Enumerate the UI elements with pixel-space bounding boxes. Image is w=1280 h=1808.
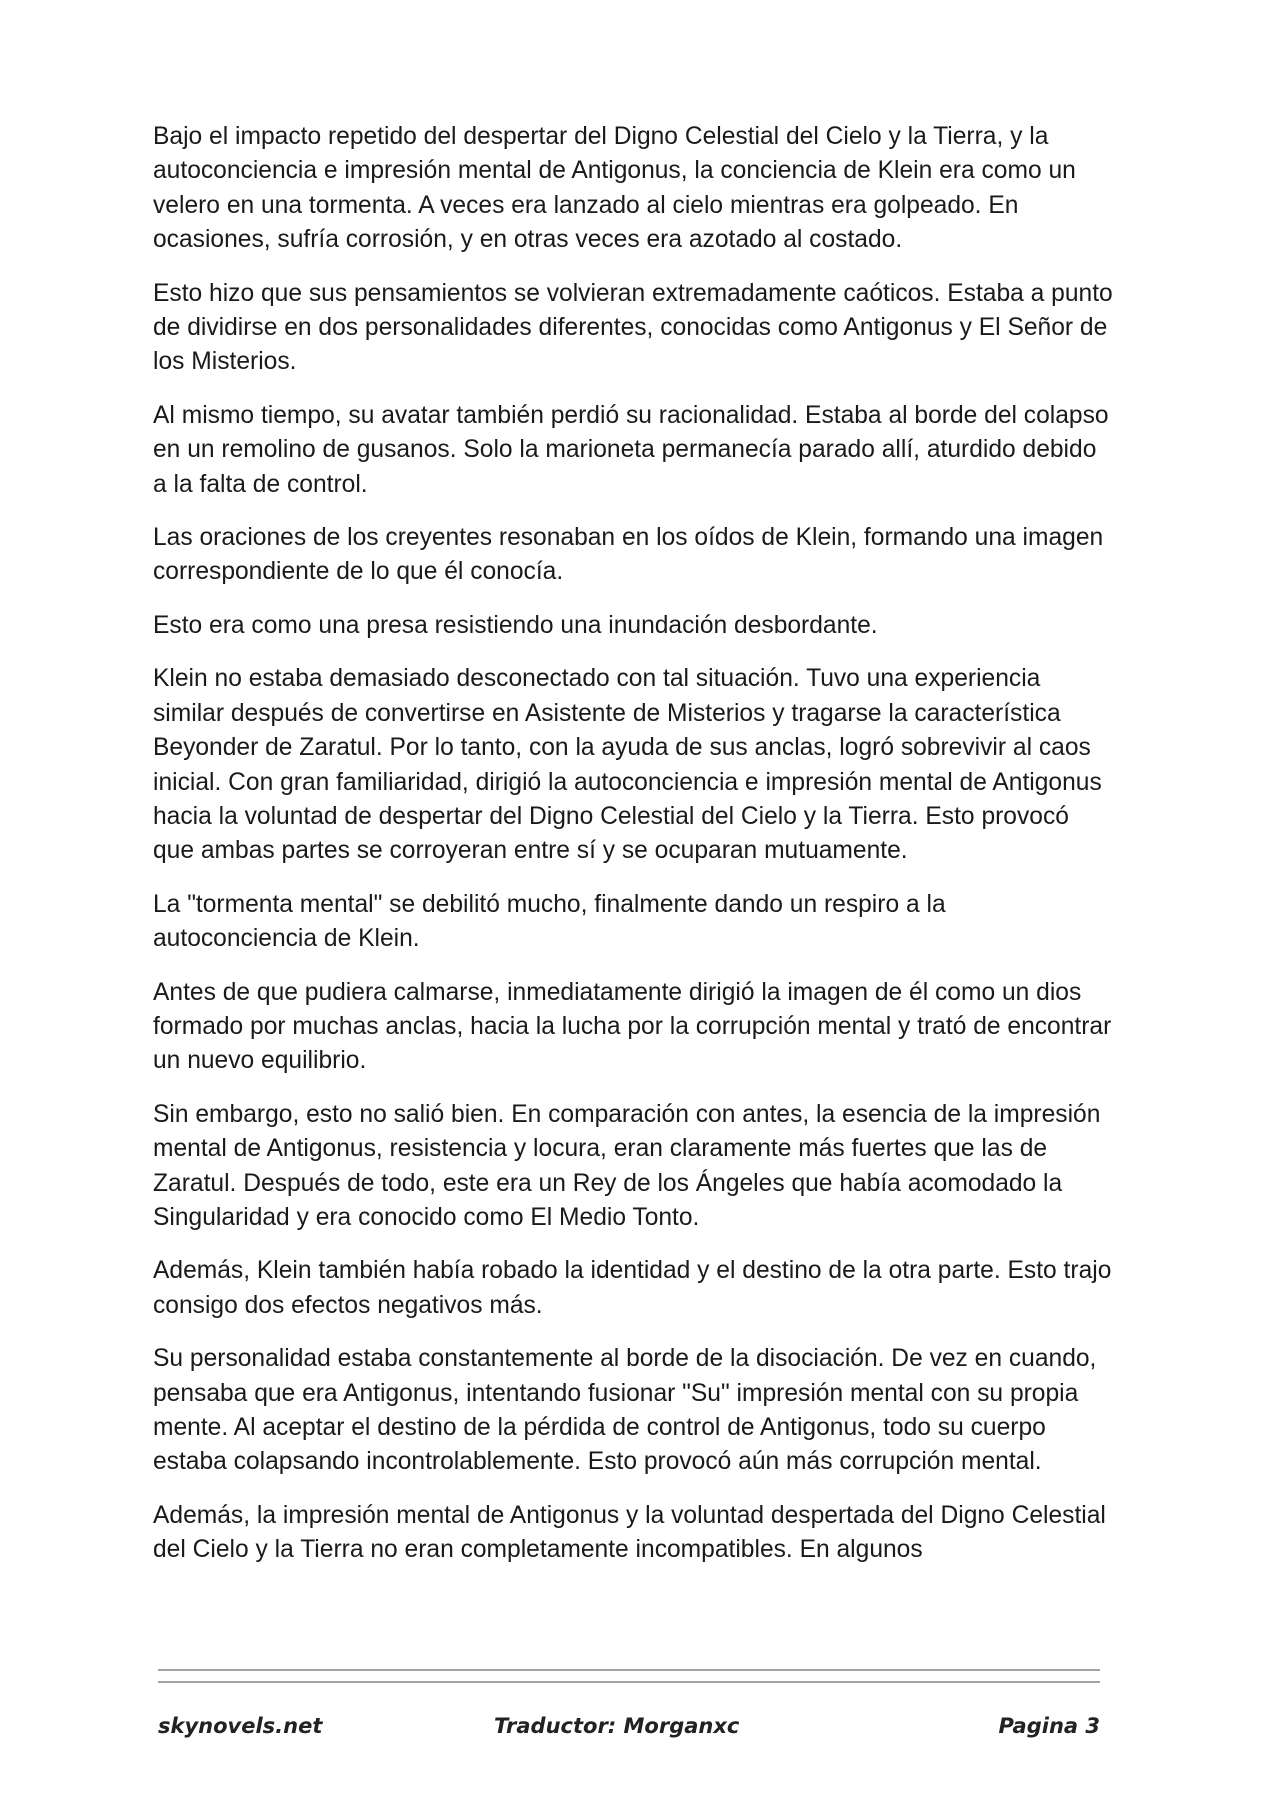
paragraph-11: Su personalidad estaba constantemente al borde de la disociación. De vez en cuando, pensaba que era Antigonus, intentando fusionar "Su" impresión mental con su propia mente. Al aceptar el destino de la pérdida de control de Antigonus, todo su cuerpo estaba colapsando incontrolablemente. Esto provocó aún más corrupción mental. [153,1345,1097,1476]
footer-page-number: Pagina 3 [998,1714,1100,1738]
paragraph-2: Esto hizo que sus pensamientos se volvieran extremadamente caóticos. Estaba a punto de dividirse en dos personalidades diferentes, conocidas como Antigonus y El Señor de los Misterios. [153,279,1113,376]
footer-divider [158,1669,1100,1693]
paragraph-1: Bajo el impacto repetido del despertar del Digno Celestial del Cielo y la Tierra, y la autoconciencia e impresión mental de Antigonus, la conciencia de Klein era como un velero en una tormenta. A veces era lanzado al cielo mientras era golpeado. En ocasiones, sufría corrosión, y en otras veces era azotado al costado. [153,123,1076,254]
footer-rule-bottom [158,1681,1100,1683]
footer-site: skynovels.net [158,1714,323,1738]
paragraph-5: Esto era como una presa resistiendo una inundación desbordante. [153,611,878,639]
page-footer [158,1714,1100,1750]
paragraph-10: Además, Klein también había robado la identidad y el destino de la otra parte. Esto trajo consigo dos efectos negativos más. [153,1257,1112,1319]
paragraph-7: La "tormenta mental" se debilitó mucho, finalmente dando un respiro a la autoconciencia de Klein. [153,890,946,953]
footer-rule-top [158,1669,1100,1671]
paragraph-12: Además, la impresión mental de Antigonus y la voluntad despertada del Digno Celestial del Cielo y la Tierra no eran completamente incompatibles. En algunos [153,1501,1106,1564]
document-body [153,120,1113,1587]
paragraph-3: Al mismo tiempo, su avatar también perdió su racionalidad. Estaba al borde del colapso en un remolino de gusanos. Solo la marioneta permanecía parado allí, aturdido debido a la falta de control. [153,401,1109,498]
paragraph-9: Sin embargo, esto no salió bien. En comparación con antes, la esencia de la impresión mental de Antigonus, resistencia y locura, eran claramente más fuertes que las de Zaratul. Después de todo, este era un Rey de los Ángeles que había acomodado la Singularidad y era conocido como El Medio Tonto. [153,1100,1101,1231]
paragraph-6: Klein no estaba demasiado desconectado con tal situación. Tuvo una experiencia similar después de convertirse en Asistente de Misterios y tragarse la característica Beyonder de Zaratul. Por lo tanto, con la ayuda de sus anclas, logró sobrevivir al caos inicial. Con gran familiaridad, dirigió la autoconciencia e impresión mental de Antigonus hacia la voluntad de despertar del Digno Celestial del Cielo y la Tierra. Esto provocó que ambas partes se corroyeran entre sí y se ocuparan mutuamente. [153,665,1102,865]
paragraph-8: Antes de que pudiera calmarse, inmediatamente dirigió la imagen de él como un dios formado por muchas anclas, hacia la lucha por la corrupción mental y trató de encontrar un nuevo equilibrio. [153,978,1112,1075]
paragraph-4: Las oraciones de los creyentes resonaban en los oídos de Klein, formando una imagen correspondiente de lo que él conocía. [153,524,1104,586]
footer-translator: Traductor: Morganxc [494,1714,740,1738]
